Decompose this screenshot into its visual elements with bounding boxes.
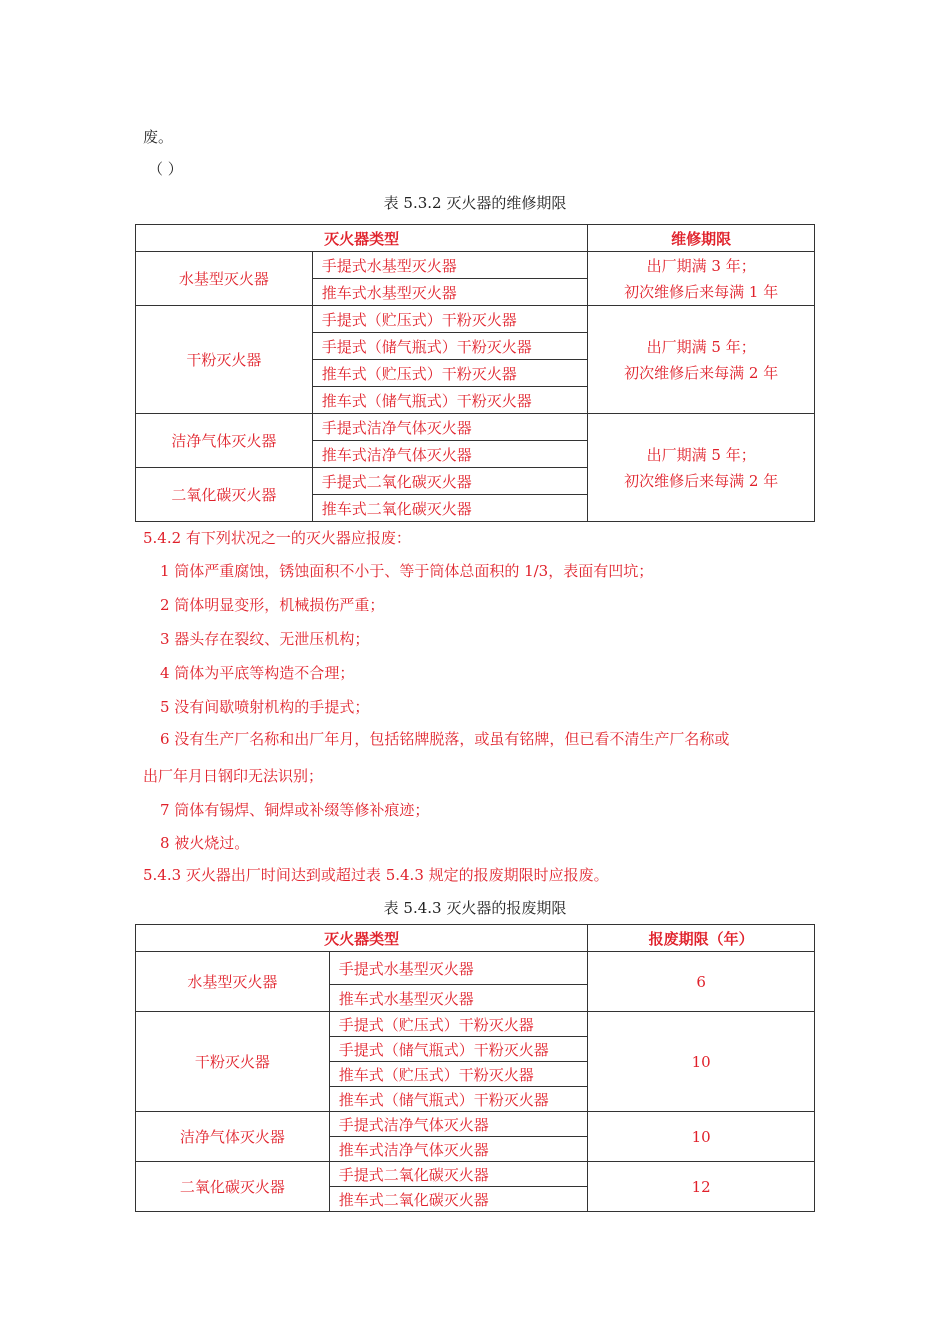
table1-item-cell: 推车式（储气瓶式）干粉灭火器 bbox=[312, 387, 588, 414]
table2-item-cell: 推车式（贮压式）干粉灭火器 bbox=[329, 1062, 588, 1087]
scrap-condition-item: 1 筒体严重腐蚀，锈蚀面积不小于、等于筒体总面积的 1/3，表面有凹坑； bbox=[160, 562, 654, 580]
table1-item-cell: 手提式（贮压式）干粉灭火器 bbox=[312, 306, 588, 333]
period-line-1: 出厂期满 5 年； bbox=[646, 445, 756, 464]
table1-period-cell bbox=[588, 414, 815, 522]
table2-type-cell: 二氧化碳灭火器 bbox=[136, 1162, 330, 1212]
table2-item-cell: 推车式洁净气体灭火器 bbox=[329, 1137, 588, 1162]
table1-period-cell bbox=[588, 306, 815, 414]
table2-header-type: 灭火器类型 bbox=[136, 925, 588, 952]
period-line-2: 初次维修后来每满 2 年 bbox=[624, 363, 779, 382]
table2-header-years: 报废期限（年） bbox=[588, 925, 815, 952]
table1-type-cell: 洁净气体灭火器 bbox=[136, 414, 313, 468]
table2-item-cell: 手提式洁净气体灭火器 bbox=[329, 1112, 588, 1137]
table2-item-cell: 推车式（储气瓶式）干粉灭火器 bbox=[329, 1087, 588, 1112]
table2-item-cell: 手提式（储气瓶式）干粉灭火器 bbox=[329, 1037, 588, 1062]
scrap-condition-item: 5 没有间歇喷射机构的手提式； bbox=[160, 698, 370, 716]
table1-item-cell: 手提式洁净气体灭火器 bbox=[312, 414, 588, 441]
table1-type-cell: 水基型灭火器 bbox=[136, 252, 313, 306]
section-542-heading: 5.4.2 有下列状况之一的灭火器应报废： bbox=[143, 529, 411, 547]
table2-item-cell: 手提式（贮压式）干粉灭火器 bbox=[329, 1012, 588, 1037]
table1-item-cell: 手提式（储气瓶式）干粉灭火器 bbox=[312, 333, 588, 360]
table2-caption: 表 5.4.3 灭火器的报废期限 bbox=[383, 899, 567, 917]
period-line-1: 出厂期满 3 年； bbox=[646, 256, 756, 275]
table1-item-cell: 推车式洁净气体灭火器 bbox=[312, 441, 588, 468]
scrap-condition-item: 8 被火烧过。 bbox=[160, 834, 250, 852]
scrap-condition-item: 4 筒体为平底等构造不合理； bbox=[160, 664, 355, 682]
table2-item-cell: 手提式二氧化碳灭火器 bbox=[329, 1162, 588, 1187]
scrap-condition-item: 7 筒体有锡焊、铜焊或补缀等修补痕迹； bbox=[160, 801, 430, 819]
scrap-condition-item: 6 没有生产厂名称和出厂年月，包括铭牌脱落，或虽有铭牌，但已看不清生产厂名称或 bbox=[160, 730, 730, 748]
table1-header-type: 灭火器类型 bbox=[136, 225, 588, 252]
table1-header-period: 维修期限 bbox=[588, 225, 815, 252]
table2-years-cell: 10 bbox=[588, 1112, 815, 1162]
period-line-2: 初次维修后来每满 1 年 bbox=[624, 282, 779, 301]
table1-period-cell bbox=[588, 252, 815, 306]
table2-type-cell: 干粉灭火器 bbox=[136, 1012, 330, 1112]
scrap-condition-item: 3 器头存在裂纹、无泄压机构； bbox=[160, 630, 370, 648]
period-line-1: 出厂期满 5 年； bbox=[646, 337, 756, 356]
table1-item-cell: 手提式二氧化碳灭火器 bbox=[312, 468, 588, 495]
section-543-heading: 5.4.3 灭火器出厂时间达到或超过表 5.4.3 规定的报废期限时应报废。 bbox=[143, 866, 609, 884]
maintenance-period-table bbox=[135, 224, 815, 522]
table2-years-cell: 6 bbox=[588, 952, 815, 1012]
table1-item-cell: 推车式水基型灭火器 bbox=[312, 279, 588, 306]
table2-type-cell: 洁净气体灭火器 bbox=[136, 1112, 330, 1162]
table1-type-cell: 干粉灭火器 bbox=[136, 306, 313, 414]
intro-line-1: 废。 bbox=[143, 128, 174, 146]
table1-item-cell: 推车式（贮压式）干粉灭火器 bbox=[312, 360, 588, 387]
table1-type-cell: 二氧化碳灭火器 bbox=[136, 468, 313, 522]
table2-years-cell: 10 bbox=[588, 1012, 815, 1112]
intro-line-2: （ ） bbox=[148, 160, 183, 178]
table2-item-cell: 推车式二氧化碳灭火器 bbox=[329, 1187, 588, 1212]
table2-years-cell: 12 bbox=[588, 1162, 815, 1212]
table1-item-cell: 推车式二氧化碳灭火器 bbox=[312, 495, 588, 522]
scrap-period-table bbox=[135, 924, 815, 1212]
table2-item-cell: 手提式水基型灭火器 bbox=[329, 952, 588, 985]
scrap-condition-item: 2 筒体明显变形，机械损伤严重； bbox=[160, 596, 385, 614]
scrap-condition-item-continued: 出厂年月日钢印无法识别； bbox=[143, 767, 324, 785]
period-line-2: 初次维修后来每满 2 年 bbox=[624, 471, 779, 490]
table2-type-cell: 水基型灭火器 bbox=[136, 952, 330, 1012]
table1-caption: 表 5.3.2 灭火器的维修期限 bbox=[383, 194, 567, 212]
table1-item-cell: 手提式水基型灭火器 bbox=[312, 252, 588, 279]
table2-item-cell: 推车式水基型灭火器 bbox=[329, 985, 588, 1012]
